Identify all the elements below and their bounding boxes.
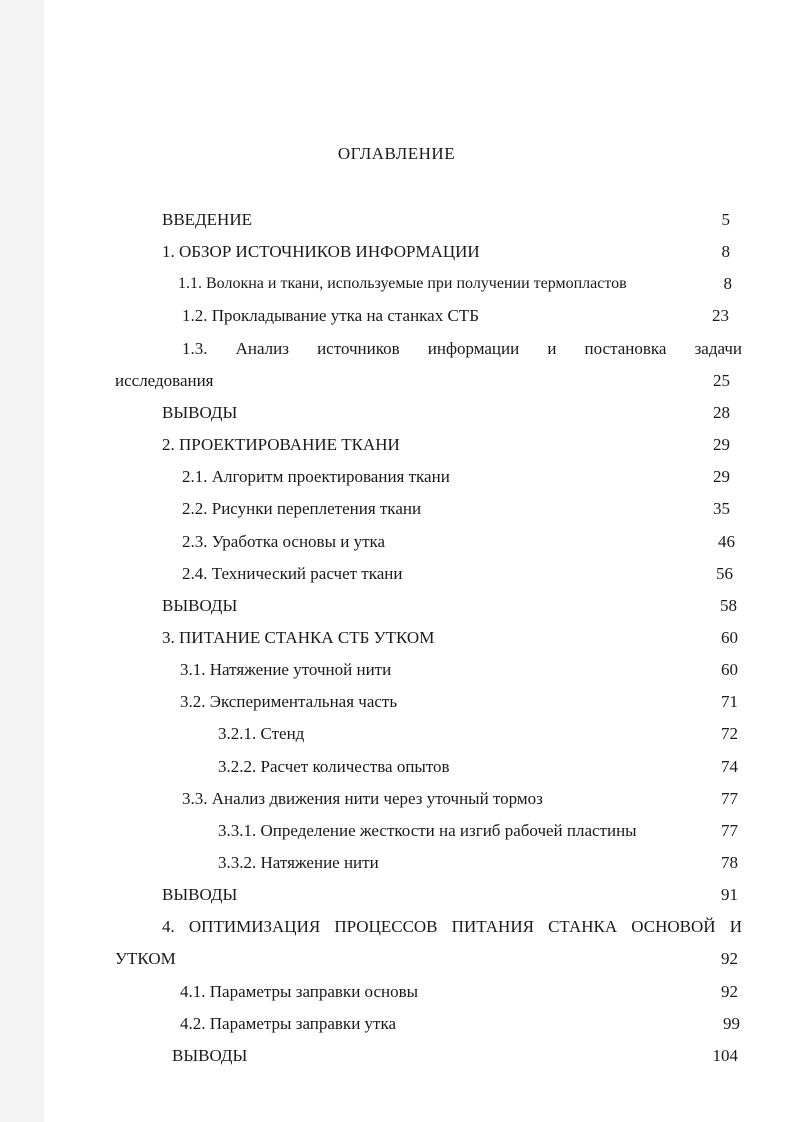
toc-label: 3.3.1. Определение жесткости на изгиб рабочей пластины: [218, 821, 637, 840]
toc-page-number: 92: [721, 982, 738, 1001]
toc-label: 3.2.1. Стенд: [218, 724, 305, 743]
toc-label: 2. ПРОЕКТИРОВАНИЕ ТКАНИ: [162, 435, 400, 454]
toc-page-number: 35: [713, 499, 730, 518]
toc-entry-chapter-4: [0, 917, 793, 969]
toc-label-line-2: исследования: [115, 371, 214, 390]
toc-page-number: 29: [713, 435, 730, 454]
toc-page-number: 5: [721, 210, 730, 229]
toc-page-number: 56: [716, 564, 733, 583]
toc-page-number: 58: [720, 596, 737, 615]
toc-page-number: 74: [721, 757, 738, 776]
toc-page-number: 8: [723, 274, 732, 293]
toc-label: ВЫВОДЫ: [162, 596, 238, 615]
toc-label: 1.2. Прокладывание утка на станках СТБ: [182, 306, 479, 325]
toc-label: ВЫВОДЫ: [162, 885, 238, 904]
toc-label-line-1: 1.3. Анализ источников информации и постановка задачи: [182, 339, 742, 358]
toc-page-number: 25: [713, 371, 730, 390]
toc-entry-section-1-3: [0, 339, 793, 391]
toc-label: ВЫВОДЫ: [172, 1046, 248, 1065]
toc-label: ВЫВОДЫ: [162, 403, 238, 422]
toc-page-number: 92: [721, 949, 738, 968]
toc-label: 4.1. Параметры заправки основы: [180, 982, 419, 1001]
toc-label: 4.2. Параметры заправки утка: [180, 1014, 397, 1033]
toc-page-number: 8: [721, 242, 730, 261]
toc-page-number: 46: [718, 532, 735, 551]
toc-label-line-1: 4. ОПТИМИЗАЦИЯ ПРОЦЕССОВ ПИТАНИЯ СТАНКА ОСНОВОЙ И: [162, 917, 742, 936]
page-title: ОГЛАВЛЕНИЕ: [337, 144, 456, 163]
toc-label-line-2: УТКОМ: [115, 949, 176, 968]
toc-page-number: 60: [721, 628, 738, 647]
toc-page-number: 99: [723, 1014, 740, 1033]
toc-page-number: 77: [721, 821, 738, 840]
toc-label: 1.1. Волокна и ткани, используемые при получении термопластов: [178, 275, 627, 292]
toc-label: 1. ОБЗОР ИСТОЧНИКОВ ИНФОРМАЦИИ: [162, 242, 480, 261]
toc-page-number: 23: [712, 306, 729, 325]
toc-label: 3.3. Анализ движения нити через уточный тормоз: [182, 789, 543, 808]
toc-page-number: 71: [721, 692, 738, 711]
toc-page-number: 91: [721, 885, 738, 904]
toc-label: 3.1. Натяжение уточной нити: [180, 660, 392, 679]
toc-page-number: 72: [721, 724, 738, 743]
toc-label: 3.2. Экспериментальная часть: [180, 692, 398, 711]
toc-page-number: 29: [713, 467, 730, 486]
toc-page-number: 104: [712, 1046, 738, 1065]
toc-label: ВВЕДЕНИЕ: [162, 210, 252, 229]
toc-label: 2.1. Алгоритм проектирования ткани: [182, 467, 450, 486]
toc-label: 3. ПИТАНИЕ СТАНКА СТБ УТКОМ: [162, 628, 435, 647]
toc-label: 3.3.2. Натяжение нити: [218, 853, 379, 872]
toc-label: 2.3. Уработка основы и утка: [182, 532, 386, 551]
toc-label: 2.2. Рисунки переплетения ткани: [182, 499, 422, 518]
toc-label: 2.4. Технический расчет ткани: [182, 564, 403, 583]
toc-label: 3.2.2. Расчет количества опытов: [218, 757, 450, 776]
toc-page-number: 28: [713, 403, 730, 422]
toc-page-number: 77: [721, 789, 738, 808]
toc-page-number: 60: [721, 660, 738, 679]
toc-page-number: 78: [721, 853, 738, 872]
